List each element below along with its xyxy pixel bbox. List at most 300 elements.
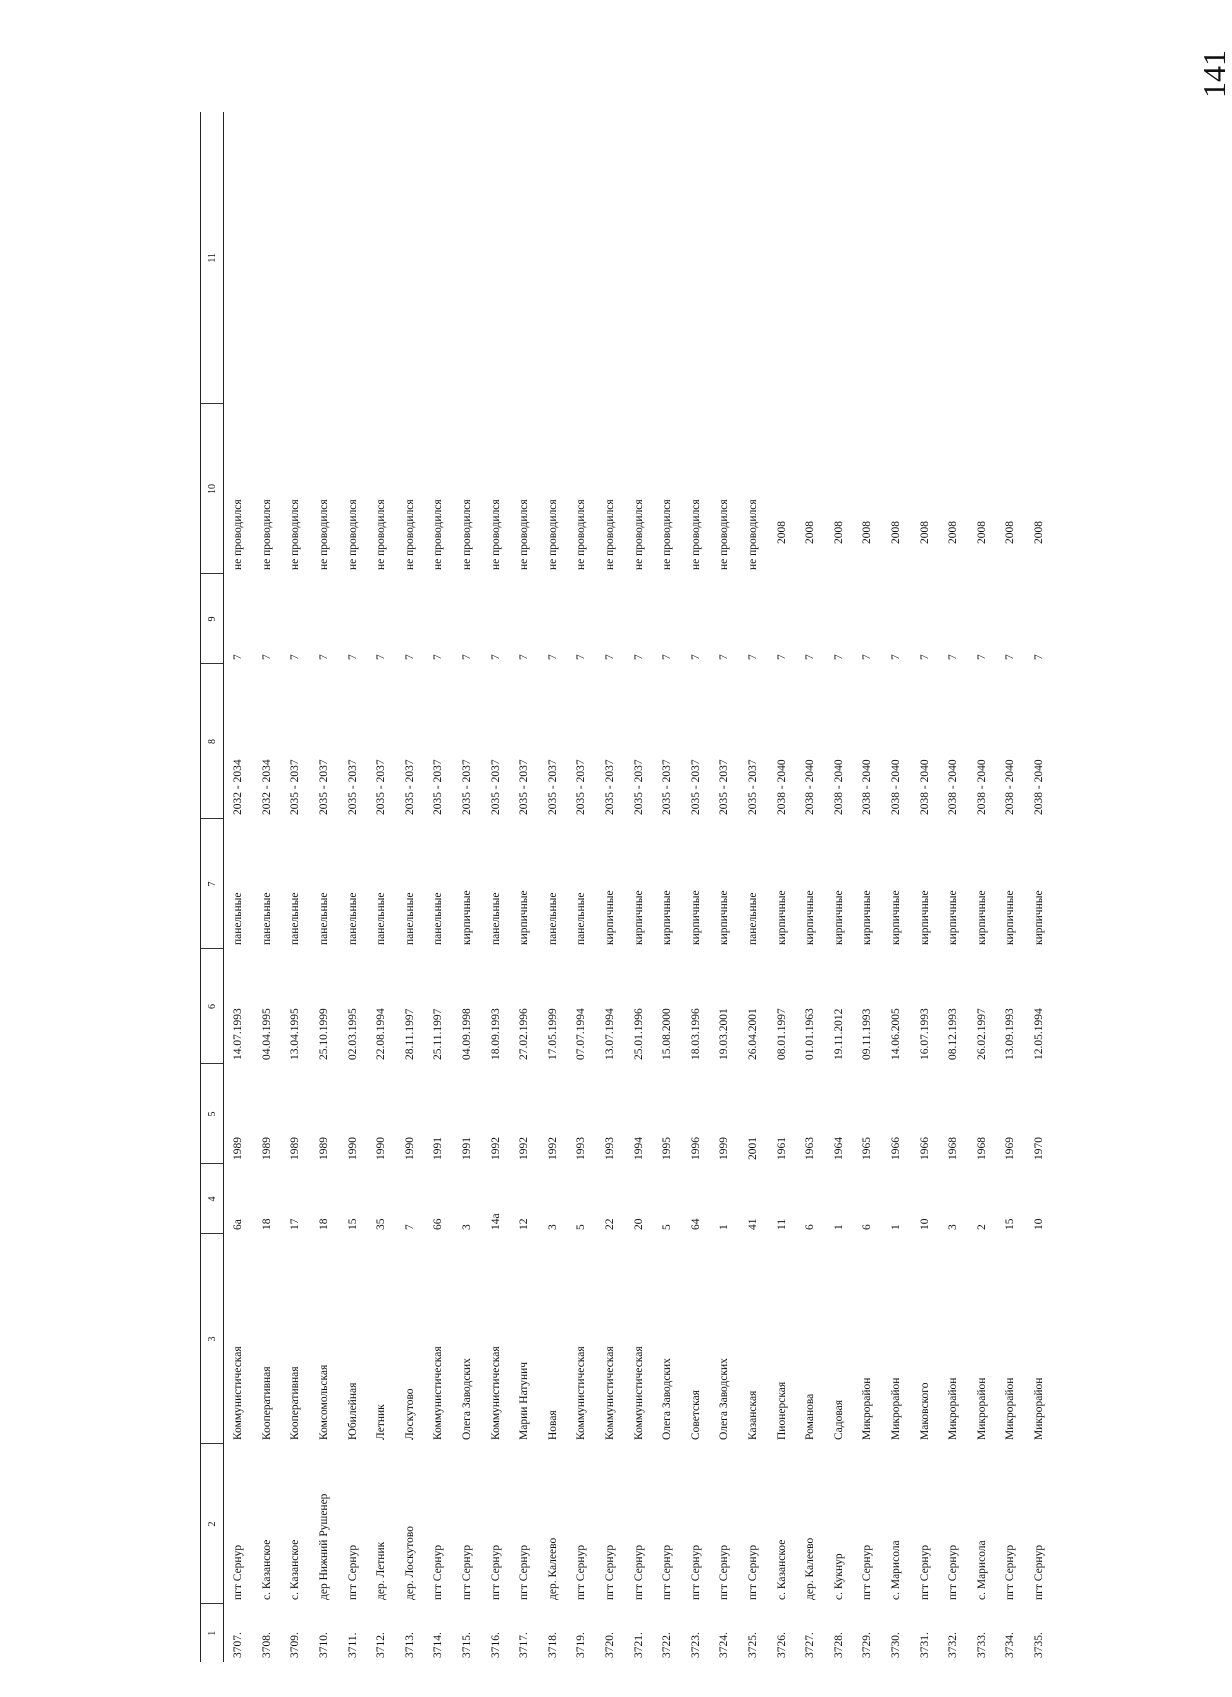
locality-cell: пгт Сернур: [1004, 1544, 1017, 1600]
build-year-cell: 1994: [632, 1137, 645, 1160]
table-row: [882, 112, 911, 1662]
registration-date-cell: 22.08.1994: [375, 1008, 388, 1060]
street-cell: Марии Натунич: [518, 1361, 531, 1440]
house-number-cell: 20: [632, 1218, 645, 1230]
note-cell: [481, 112, 510, 404]
wall-material-cell: кирпичные: [604, 890, 617, 945]
row-number: 3718.: [546, 1632, 559, 1658]
registration-date-cell: 28.11.1997: [403, 1008, 416, 1060]
street-cell: Микрорайон: [947, 1377, 960, 1440]
build-year-cell: 1995: [661, 1137, 674, 1160]
repair-period-cell: 2038 - 2040: [804, 759, 817, 815]
street-cell: Микрорайон: [1032, 1377, 1045, 1440]
row-number: 3724.: [718, 1632, 731, 1658]
locality-cell: с. Марисола: [889, 1540, 902, 1600]
last-overhaul-cell: не проводился: [575, 499, 588, 570]
row-number: 3727.: [804, 1632, 817, 1658]
street-cell: Комсомольская: [318, 1364, 331, 1440]
repair-period-cell: 2035 - 2037: [346, 759, 359, 815]
registration-date-cell: 15.08.2000: [661, 1008, 674, 1060]
last-overhaul-cell: 2008: [1032, 521, 1045, 544]
locality-cell: пгт Сернур: [632, 1544, 645, 1600]
wall-material-cell: кирпичные: [804, 890, 817, 945]
build-year-cell: 1993: [575, 1137, 588, 1160]
repair-period-cell: 2035 - 2037: [632, 759, 645, 815]
row-number: 3711.: [346, 1632, 359, 1658]
build-year-cell: 1989: [232, 1137, 245, 1160]
repair-period-cell: 2038 - 2040: [975, 759, 988, 815]
wall-material-cell: панельные: [546, 892, 559, 945]
build-year-cell: 1964: [832, 1137, 845, 1160]
street-cell: Олега Заводских: [461, 1358, 474, 1440]
service-count-cell: 7: [689, 654, 702, 660]
table-row: [453, 112, 482, 1662]
row-number: 3714.: [432, 1632, 445, 1658]
house-number-cell: 6: [861, 1224, 874, 1230]
registration-date-cell: 18.03.1996: [689, 1008, 702, 1060]
house-number-cell: 10: [918, 1218, 931, 1230]
street-cell: Казанская: [746, 1390, 759, 1440]
house-number-cell: 5: [661, 1224, 674, 1230]
row-number: 3732.: [947, 1632, 960, 1658]
build-year-cell: 1966: [918, 1137, 931, 1160]
last-overhaul-cell: не проводился: [546, 499, 559, 570]
note-cell: [310, 112, 339, 404]
row-number: 3731.: [918, 1632, 931, 1658]
house-number-cell: 12: [518, 1218, 531, 1230]
last-overhaul-cell: 2008: [775, 521, 788, 544]
table-row: [1025, 112, 1054, 1662]
column-header-3: 3: [201, 1234, 224, 1444]
street-cell: Садовая: [832, 1399, 845, 1440]
last-overhaul-cell: не проводился: [318, 499, 331, 570]
wall-material-cell: панельные: [575, 892, 588, 945]
street-cell: Коммунистическая: [489, 1346, 502, 1440]
last-overhaul-cell: не проводился: [375, 499, 388, 570]
wall-material-cell: кирпичные: [947, 890, 960, 945]
table-row: [481, 112, 510, 1662]
house-number-cell: 1: [718, 1224, 731, 1230]
registration-date-cell: 12.05.1994: [1032, 1008, 1045, 1060]
wall-material-cell: кирпичные: [775, 890, 788, 945]
wall-material-cell: панельные: [403, 892, 416, 945]
wall-material-cell: кирпичные: [518, 890, 531, 945]
house-number-cell: 3: [461, 1224, 474, 1230]
locality-cell: пгт Сернур: [518, 1544, 531, 1600]
street-cell: Пионерская: [775, 1381, 788, 1440]
row-number: 3733.: [975, 1632, 988, 1658]
street-cell: Летник: [375, 1404, 388, 1440]
registration-date-cell: 25.10.1999: [318, 1008, 331, 1060]
last-overhaul-cell: не проводился: [746, 499, 759, 570]
table-row: [596, 112, 625, 1662]
note-cell: [710, 112, 739, 404]
row-number: 3719.: [575, 1632, 588, 1658]
registration-date-cell: 27.02.1996: [518, 1008, 531, 1060]
repair-period-cell: 2035 - 2037: [375, 759, 388, 815]
house-number-cell: 7: [403, 1224, 416, 1230]
row-number: 3729.: [861, 1632, 874, 1658]
note-cell: [739, 112, 768, 404]
service-count-cell: 7: [318, 654, 331, 660]
build-year-cell: 1992: [546, 1137, 559, 1160]
service-count-cell: 7: [403, 654, 416, 660]
table-body: [224, 112, 1054, 1662]
registration-date-cell: 09.11.1993: [861, 1008, 874, 1060]
last-overhaul-cell: не проводился: [604, 499, 617, 570]
registration-date-cell: 16.07.1993: [918, 1008, 931, 1060]
house-number-cell: 41: [746, 1218, 759, 1230]
last-overhaul-cell: не проводился: [689, 499, 702, 570]
service-count-cell: 7: [1032, 654, 1045, 660]
note-cell: [367, 112, 396, 404]
registration-date-cell: 19.11.2012: [832, 1008, 845, 1060]
wall-material-cell: кирпичные: [889, 890, 902, 945]
locality-cell: пгт Сернур: [575, 1544, 588, 1600]
repair-period-cell: 2038 - 2040: [1004, 759, 1017, 815]
service-count-cell: 7: [861, 654, 874, 660]
house-number-cell: 14а: [489, 1213, 502, 1230]
note-cell: [853, 112, 882, 404]
street-cell: Новая: [546, 1410, 559, 1440]
note-cell: [653, 112, 682, 404]
column-header-10: 10: [201, 404, 224, 574]
locality-cell: пгт Сернур: [1032, 1544, 1045, 1600]
table-row: [710, 112, 739, 1662]
wall-material-cell: кирпичные: [918, 890, 931, 945]
house-number-cell: 15: [346, 1218, 359, 1230]
note-cell: [539, 112, 568, 404]
house-number-cell: 66: [432, 1218, 445, 1230]
build-year-cell: 1999: [718, 1137, 731, 1160]
wall-material-cell: кирпичные: [1004, 890, 1017, 945]
wall-material-cell: панельные: [260, 892, 273, 945]
table-row: [281, 112, 310, 1662]
row-number: 3720.: [604, 1632, 617, 1658]
locality-cell: с. Казанское: [775, 1539, 788, 1600]
repair-period-cell: 2035 - 2037: [318, 759, 331, 815]
locality-cell: пгт Сернур: [661, 1544, 674, 1600]
house-number-cell: 6а: [232, 1219, 245, 1230]
house-number-cell: 10: [1032, 1218, 1045, 1230]
table-row: [796, 112, 825, 1662]
build-year-cell: 1961: [775, 1137, 788, 1160]
wall-material-cell: панельные: [346, 892, 359, 945]
table-row: [424, 112, 453, 1662]
row-number: 3723.: [689, 1632, 702, 1658]
registration-date-cell: 19.03.2001: [718, 1008, 731, 1060]
table-row: [224, 112, 253, 1662]
registration-date-cell: 14.07.1993: [232, 1008, 245, 1060]
row-number: 3708.: [260, 1632, 273, 1658]
wall-material-cell: панельные: [289, 892, 302, 945]
street-cell: Микрорайон: [889, 1377, 902, 1440]
table-row: [253, 112, 282, 1662]
repair-period-cell: 2038 - 2040: [832, 759, 845, 815]
service-count-cell: 7: [432, 654, 445, 660]
row-number: 3725.: [746, 1632, 759, 1658]
last-overhaul-cell: 2008: [947, 521, 960, 544]
row-number: 3735.: [1032, 1632, 1045, 1658]
table-row: [939, 112, 968, 1662]
locality-cell: дер. Калеево: [546, 1537, 559, 1600]
service-count-cell: 7: [775, 654, 788, 660]
build-year-cell: 1991: [461, 1137, 474, 1160]
wall-material-cell: кирпичные: [718, 890, 731, 945]
table-row: [739, 112, 768, 1662]
build-year-cell: 1992: [518, 1137, 531, 1160]
row-number: 3710.: [318, 1632, 331, 1658]
table-row: [396, 112, 425, 1662]
build-year-cell: 1989: [289, 1137, 302, 1160]
last-overhaul-cell: не проводился: [232, 499, 245, 570]
street-cell: Коммунистическая: [232, 1346, 245, 1440]
table-row: [910, 112, 939, 1662]
build-year-cell: 1989: [318, 1137, 331, 1160]
service-count-cell: 7: [746, 654, 759, 660]
street-cell: Коммунистическая: [632, 1346, 645, 1440]
repair-period-cell: 2032 - 2034: [260, 759, 273, 815]
build-year-cell: 1969: [1004, 1137, 1017, 1160]
repair-period-cell: 2035 - 2037: [718, 759, 731, 815]
service-count-cell: 7: [375, 654, 388, 660]
registration-date-cell: 26.02.1997: [975, 1008, 988, 1060]
table-row: [510, 112, 539, 1662]
note-cell: [882, 112, 911, 404]
last-overhaul-cell: не проводился: [289, 499, 302, 570]
last-overhaul-cell: не проводился: [632, 499, 645, 570]
last-overhaul-cell: 2008: [918, 521, 931, 544]
wall-material-cell: панельные: [318, 892, 331, 945]
note-cell: [510, 112, 539, 404]
wall-material-cell: панельные: [489, 892, 502, 945]
build-year-cell: 1993: [604, 1137, 617, 1160]
repair-period-cell: 2038 - 2040: [947, 759, 960, 815]
table-row: [567, 112, 596, 1662]
service-count-cell: 7: [975, 654, 988, 660]
service-count-cell: 7: [632, 654, 645, 660]
locality-cell: пгт Сернур: [232, 1544, 245, 1600]
row-number: 3717.: [518, 1632, 531, 1658]
registration-date-cell: 13.04.1995: [289, 1008, 302, 1060]
note-cell: [453, 112, 482, 404]
note-cell: [910, 112, 939, 404]
service-count-cell: 7: [661, 654, 674, 660]
registration-date-cell: 18.09.1993: [489, 1008, 502, 1060]
note-cell: [567, 112, 596, 404]
note-cell: [281, 112, 310, 404]
table-row: [653, 112, 682, 1662]
note-cell: [996, 112, 1025, 404]
note-cell: [796, 112, 825, 404]
last-overhaul-cell: не проводился: [346, 499, 359, 570]
build-year-cell: 1963: [804, 1137, 817, 1160]
table-row: [338, 112, 367, 1662]
service-count-cell: 7: [289, 654, 302, 660]
locality-cell: с. Марисола: [975, 1540, 988, 1600]
build-year-cell: 1990: [403, 1137, 416, 1160]
street-cell: Лоскутово: [403, 1388, 416, 1440]
table-row: [624, 112, 653, 1662]
last-overhaul-cell: 2008: [889, 521, 902, 544]
note-cell: [682, 112, 711, 404]
wall-material-cell: кирпичные: [975, 890, 988, 945]
table-row: [539, 112, 568, 1662]
repair-period-cell: 2035 - 2037: [746, 759, 759, 815]
locality-cell: пгт Сернур: [489, 1544, 502, 1600]
locality-cell: дер. Калеево: [804, 1537, 817, 1600]
last-overhaul-cell: 2008: [975, 521, 988, 544]
build-year-cell: 1965: [861, 1137, 874, 1160]
last-overhaul-cell: не проводился: [718, 499, 731, 570]
note-cell: [338, 112, 367, 404]
house-number-cell: 1: [832, 1224, 845, 1230]
locality-cell: пгт Сернур: [689, 1544, 702, 1600]
build-year-cell: 1970: [1032, 1137, 1045, 1160]
note-cell: [253, 112, 282, 404]
service-count-cell: 7: [804, 654, 817, 660]
build-year-cell: 1968: [947, 1137, 960, 1160]
column-header-9: 9: [201, 574, 224, 664]
note-cell: [224, 112, 253, 404]
row-number: 3707.: [232, 1632, 245, 1658]
registration-date-cell: 17.05.1999: [546, 1008, 559, 1060]
build-year-cell: 1991: [432, 1137, 445, 1160]
table-row: [367, 112, 396, 1662]
row-number: 3709.: [289, 1632, 302, 1658]
wall-material-cell: панельные: [375, 892, 388, 945]
service-count-cell: 7: [260, 654, 273, 660]
locality-cell: пгт Сернур: [746, 1544, 759, 1600]
wall-material-cell: кирпичные: [861, 890, 874, 945]
house-number-cell: 22: [604, 1218, 617, 1230]
last-overhaul-cell: не проводился: [518, 499, 531, 570]
table-header: [201, 112, 224, 1662]
street-cell: Кооперативная: [289, 1366, 302, 1440]
row-number: 3728.: [832, 1632, 845, 1658]
service-count-cell: 7: [346, 654, 359, 660]
column-header-4: 4: [201, 1164, 224, 1234]
street-cell: Коммунистическая: [432, 1346, 445, 1440]
note-cell: [824, 112, 853, 404]
registration-date-cell: 04.04.1995: [260, 1008, 273, 1060]
street-cell: Коммунистическая: [575, 1346, 588, 1440]
street-cell: Олега Заводских: [661, 1358, 674, 1440]
repair-period-cell: 2035 - 2037: [489, 759, 502, 815]
service-count-cell: 7: [947, 654, 960, 660]
registration-date-cell: 25.11.1997: [432, 1008, 445, 1060]
table-row: [824, 112, 853, 1662]
last-overhaul-cell: не проводился: [260, 499, 273, 570]
row-number: 3722.: [661, 1632, 674, 1658]
build-year-cell: 1966: [889, 1137, 902, 1160]
locality-cell: дер Нижний Рушенер: [318, 1493, 331, 1600]
locality-cell: пгт Сернур: [461, 1544, 474, 1600]
house-number-cell: 1: [889, 1224, 902, 1230]
service-count-cell: 7: [889, 654, 902, 660]
locality-cell: пгт Сернур: [861, 1544, 874, 1600]
locality-cell: пгт Сернур: [604, 1544, 617, 1600]
house-number-cell: 2: [975, 1224, 988, 1230]
service-count-cell: 7: [518, 654, 531, 660]
column-header-2: 2: [201, 1444, 224, 1604]
build-year-cell: 1990: [346, 1137, 359, 1160]
locality-cell: с. Кукнур: [832, 1553, 845, 1600]
locality-cell: пгт Сернур: [918, 1544, 931, 1600]
table-row: [767, 112, 796, 1662]
build-year-cell: 1968: [975, 1137, 988, 1160]
table-row: [967, 112, 996, 1662]
last-overhaul-cell: 2008: [832, 521, 845, 544]
registration-date-cell: 13.07.1994: [604, 1008, 617, 1060]
street-cell: Коммунистическая: [604, 1346, 617, 1440]
service-count-cell: 7: [575, 654, 588, 660]
house-number-cell: 18: [318, 1218, 331, 1230]
registration-date-cell: 26.04.2001: [746, 1008, 759, 1060]
repair-period-cell: 2035 - 2037: [661, 759, 674, 815]
repair-period-cell: 2035 - 2037: [546, 759, 559, 815]
row-number: 3715.: [461, 1632, 474, 1658]
note-cell: [396, 112, 425, 404]
registration-date-cell: 13.09.1993: [1004, 1008, 1017, 1060]
wall-material-cell: кирпичные: [461, 890, 474, 945]
repair-period-cell: 2035 - 2037: [289, 759, 302, 815]
page-number: 141: [1196, 50, 1232, 98]
street-cell: Микрорайон: [1004, 1377, 1017, 1440]
row-number: 3726.: [775, 1632, 788, 1658]
service-count-cell: 7: [604, 654, 617, 660]
repair-period-cell: 2035 - 2037: [575, 759, 588, 815]
repair-period-cell: 2035 - 2037: [604, 759, 617, 815]
last-overhaul-cell: 2008: [1004, 521, 1017, 544]
column-header-11: 11: [201, 112, 224, 404]
build-year-cell: 1989: [260, 1137, 273, 1160]
last-overhaul-cell: не проводился: [461, 499, 474, 570]
service-count-cell: 7: [232, 654, 245, 660]
registration-date-cell: 04.09.1998: [461, 1008, 474, 1060]
note-cell: [967, 112, 996, 404]
table-row: [853, 112, 882, 1662]
table-row: [996, 112, 1025, 1662]
column-header-7: 7: [201, 819, 224, 949]
registration-date-cell: 01.01.1963: [804, 1008, 817, 1060]
note-cell: [1025, 112, 1054, 404]
service-count-cell: 7: [489, 654, 502, 660]
last-overhaul-cell: 2008: [804, 521, 817, 544]
housing-registry-table: [200, 112, 1053, 1662]
house-number-cell: 17: [289, 1218, 302, 1230]
build-year-cell: 1992: [489, 1137, 502, 1160]
repair-period-cell: 2038 - 2040: [918, 759, 931, 815]
repair-period-cell: 2035 - 2037: [403, 759, 416, 815]
house-number-cell: 5: [575, 1224, 588, 1230]
service-count-cell: 7: [461, 654, 474, 660]
rotated-table-wrapper: [200, 112, 1045, 1662]
house-number-cell: 3: [546, 1224, 559, 1230]
locality-cell: пгт Сернур: [718, 1544, 731, 1600]
locality-cell: пгт Сернур: [947, 1544, 960, 1600]
street-cell: Кооперативная: [260, 1366, 273, 1440]
repair-period-cell: 2035 - 2037: [518, 759, 531, 815]
service-count-cell: 7: [1004, 654, 1017, 660]
note-cell: [624, 112, 653, 404]
registration-date-cell: 14.06.2005: [889, 1008, 902, 1060]
note-cell: [596, 112, 625, 404]
street-cell: Романова: [804, 1393, 817, 1440]
table-row: [310, 112, 339, 1662]
last-overhaul-cell: не проводился: [661, 499, 674, 570]
note-cell: [767, 112, 796, 404]
